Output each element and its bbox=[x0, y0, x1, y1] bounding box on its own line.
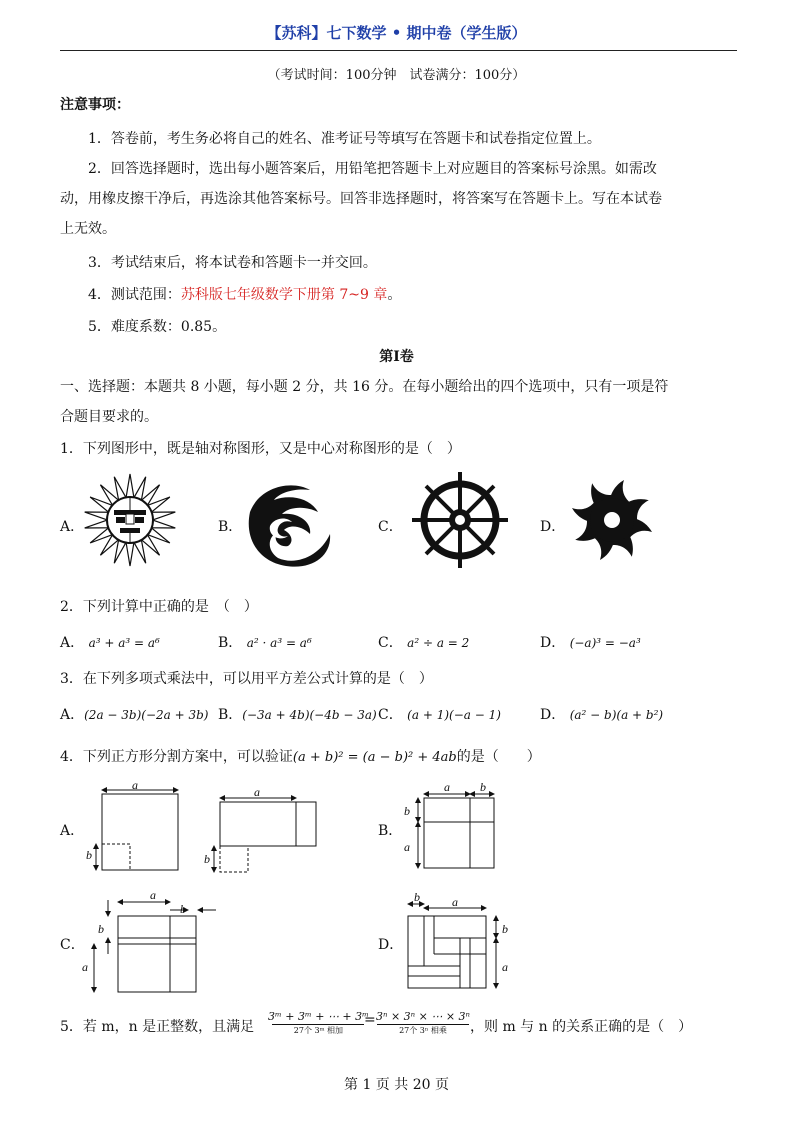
q4-option-c-label: C． bbox=[60, 937, 85, 953]
q3-option-a-expr: (2a − 3b)(−2a + 3b) bbox=[84, 708, 209, 722]
q4-identity: (a + b)² = (a − b)² + 4ab bbox=[292, 750, 457, 765]
q4a2-dim-b: b bbox=[204, 852, 210, 866]
q3-option-c bbox=[378, 704, 501, 724]
q2-stem: 2．下列计算中正确的是 （ ） bbox=[60, 599, 258, 615]
q4b-dim-b-top: b bbox=[480, 780, 486, 794]
q3-stem: 3．在下列多项式乘法中，可以用平方差公式计算的是（ ） bbox=[60, 671, 433, 687]
note-item-2: 2．回答选择题时，选出每小题答案后，用铅笔把答题卡上对应题目的答案标号涂黑。如需改 bbox=[88, 161, 657, 177]
note-item-4 bbox=[88, 284, 401, 304]
q5-prefix: 5．若 m，n 是正整数，且满足 bbox=[60, 1019, 255, 1035]
note-item-4-suffix: 。 bbox=[387, 287, 402, 303]
note-item-3: 3．考试结束后，将本试卷和答题卡一并交回。 bbox=[88, 255, 377, 271]
section-intro-cont: 合题目要求的。 bbox=[60, 409, 158, 425]
q5-left-term bbox=[268, 1010, 369, 1036]
q2-option-a-expr: a³ + a³ = a⁶ bbox=[88, 636, 160, 650]
q4d-dim-b-top: b bbox=[414, 890, 420, 904]
q4c-dim-b-top: b bbox=[180, 902, 186, 916]
notes-heading: 注意事项： bbox=[60, 97, 130, 113]
q4d-dim-b-side: b bbox=[502, 922, 508, 936]
note-item-2-cont: 动，用橡皮擦干净后，再选涂其他答案标号。回答非选择题时，将答案写在答题卡上。写在本试卷 bbox=[60, 191, 662, 207]
spiral-rose-icon bbox=[240, 478, 334, 568]
header-divider bbox=[60, 50, 737, 51]
q5-right-note: 27个 3ⁿ 相乘 bbox=[399, 1026, 447, 1035]
q1-option-a-label: A． bbox=[60, 519, 85, 535]
section-intro: 一、选择题：本题共 8 小题，每小题 2 分，共 16 分。在每小题给出的四个选项中，只有一项是符 bbox=[60, 379, 669, 395]
q3-option-b bbox=[218, 704, 377, 724]
q5-left-note: 27个 3ᵐ 相加 bbox=[293, 1026, 344, 1035]
q4c-dim-b-side: b bbox=[98, 922, 104, 936]
q4-diagram-b bbox=[400, 782, 500, 878]
q4-option-a-label: A． bbox=[60, 823, 85, 839]
q5-equals: = bbox=[364, 1012, 376, 1028]
note-item-5: 5．难度系数：0.85。 bbox=[88, 319, 227, 335]
pinwheel-flower-icon bbox=[566, 474, 658, 566]
q2-option-a-label: A． bbox=[60, 635, 85, 651]
document-title: 【苏科】七下数学 • 期中卷（学生版） bbox=[266, 24, 527, 42]
q4d-dim-a-top: a bbox=[452, 895, 458, 909]
q4a-dim-b: b bbox=[86, 848, 92, 862]
q3-option-c-expr: (a + 1)(−a − 1) bbox=[407, 708, 501, 722]
q2-option-d-expr: (−a)³ = −a³ bbox=[569, 636, 641, 650]
q3-option-c-label: C． bbox=[378, 707, 403, 723]
q2-option-c-label: C． bbox=[378, 635, 403, 651]
q4-stem bbox=[60, 746, 541, 766]
q2-option-d-label: D． bbox=[540, 635, 566, 651]
q3-option-d-expr: (a² − b)(a + b²) bbox=[569, 708, 664, 722]
q4b-dim-a-side: a bbox=[404, 840, 410, 854]
q2-option-b-label: B． bbox=[218, 635, 243, 651]
q3-option-b-expr: (−3a + 4b)(−4b − 3a) bbox=[242, 708, 377, 722]
q3-option-b-label: B． bbox=[218, 707, 243, 723]
q2-option-d bbox=[540, 632, 641, 652]
sun-mask-icon bbox=[80, 470, 180, 570]
q4c-dim-a-side: a bbox=[82, 960, 88, 974]
q5-left-sum: 3ᵐ + 3ᵐ + ⋯ + 3ᵐ bbox=[268, 1010, 369, 1023]
q4a-dim-a: a bbox=[132, 778, 138, 792]
q4-option-d-label: D． bbox=[378, 937, 404, 953]
q4b-dim-b-side: b bbox=[404, 804, 410, 818]
q3-option-d bbox=[540, 704, 663, 724]
q5-right-term bbox=[376, 1010, 470, 1036]
q5-right-product: 3ⁿ × 3ⁿ × ⋯ × 3ⁿ bbox=[376, 1010, 470, 1023]
page-number: 第 1 页 共 20 页 bbox=[344, 1077, 449, 1093]
q3-option-a-label: A． bbox=[60, 707, 85, 723]
q4c-dim-a-top: a bbox=[150, 888, 156, 902]
q2-option-c bbox=[378, 632, 469, 652]
q1-stem: 1．下列图形中，既是轴对称图形，又是中心对称图形的是（ ） bbox=[60, 441, 461, 457]
section-title: 第Ⅰ卷 bbox=[379, 349, 414, 365]
q4-stem-suffix: 的是（ ） bbox=[456, 749, 541, 765]
q4-option-b-label: B． bbox=[378, 823, 403, 839]
q4b-dim-a-top: a bbox=[444, 780, 450, 794]
q4-stem-prefix: 4．下列正方形分割方案中，可以验证 bbox=[60, 749, 293, 765]
ship-wheel-icon bbox=[408, 468, 512, 572]
q2-option-b-expr: a² · a³ = a⁶ bbox=[246, 636, 312, 650]
q1-option-b-label: B． bbox=[218, 519, 243, 535]
note-item-2-end: 上无效。 bbox=[60, 221, 116, 237]
q4-diagram-c bbox=[80, 888, 220, 998]
q1-option-d-label: D． bbox=[540, 519, 566, 535]
q2-option-b bbox=[218, 632, 312, 652]
q3-option-d-label: D． bbox=[540, 707, 566, 723]
test-scope: 苏科版七年级数学下册第 7~9 章 bbox=[180, 287, 388, 303]
q5-suffix: ，则 m 与 n 的关系正确的是（ ） bbox=[470, 1019, 693, 1035]
q4d-dim-a-side: a bbox=[502, 960, 508, 974]
q3-option-a bbox=[60, 704, 208, 724]
q1-option-c-label: C． bbox=[378, 519, 403, 535]
q2-option-a bbox=[60, 632, 160, 652]
exam-info: （考试时间：100分钟 试卷满分：100分） bbox=[267, 68, 526, 83]
q4a2-dim-a: a bbox=[254, 785, 260, 799]
note-item-1: 1．答卷前，考生务必将自己的姓名、准考证号等填写在答题卡和试卷指定位置上。 bbox=[88, 131, 601, 147]
note-item-4-prefix: 4．测试范围： bbox=[88, 287, 181, 303]
q2-option-c-expr: a² ÷ a = 2 bbox=[407, 636, 470, 650]
